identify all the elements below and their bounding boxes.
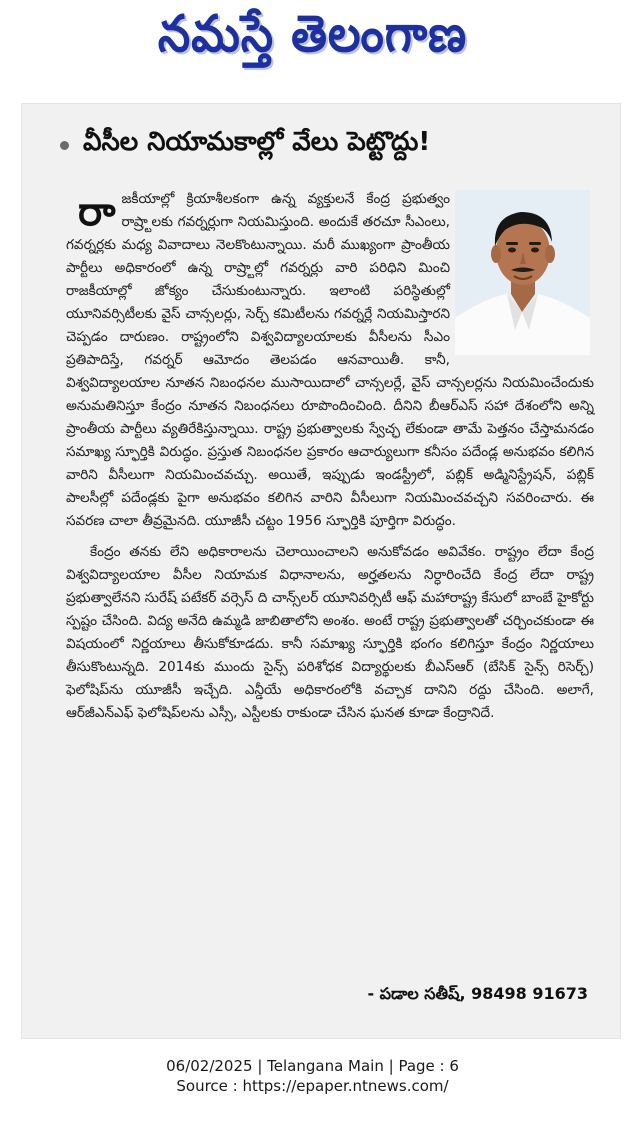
paragraph-2: కేంద్రం తనకు లేని అధికారాలను చెలాయించాలని అనుకోవడం అవివేకం. రాష్ట్రం లేదా కేంద్ర విశ్వవిద్యాలయాల వీసీల నియామక విధానాలను, అర్హతలను నిర్ధారించేది కేంద్ర లేదా రాష్ట్ర ప్రభుత్వాలేనని సురేష్ పటేకర్ వర్సెస్ ది చాన్స్‌లర్ యూనివర్సిటీ ఆఫ్ మహారాష్ట్ర కేసులో బాంబే హైకోర్టు స్పష్టం చేసింది. విద్య అనేది ఉమ్మడి జాబితాలోని అంశం. అంటే రాష్ట్ర ప్రభుత్వాలతో చర్చించకుండా ఈ విషయంలో నిర్ణయాలు తీసుకోకూడదు. కానీ సమాఖ్య స్ఫూర్తికి భంగం కలిగిస్తూ కేంద్రం నిర్ణయాలు తీసుకొంటున్నది. 2014కు ముందు సైన్స్ పరిశోధక విద్యార్థులకు బీఎస్ఆర్ (బేసిక్ సైన్స్ రిసెర్చ్) ఫెలోషిప్‌ను యూజీసీ ఇచ్చేది. ఎన్డీయే అధికారంలోకి వచ్చాక దానిని రద్దు చేసింది. అలాగే, ఆర్‌జీఎన్ఎఫ్ ఫెలోషిప్‌లను ఎస్సీ, ఎస్టీలకు రాకుండా చేసిన ఘనత కూడా కేంద్రానిదే. bbox=[66, 544, 594, 721]
masthead bbox=[0, 0, 625, 80]
headline-text: వీసీల నియామకాల్లో వేలు పెట్టొద్దు! bbox=[83, 127, 431, 157]
page-footer bbox=[0, 1056, 625, 1096]
edition-info: 06/02/2025 | Telangana Main | Page : 6 bbox=[166, 1057, 459, 1075]
article-body bbox=[66, 188, 594, 725]
headline bbox=[22, 122, 620, 168]
dropcap: రా bbox=[78, 189, 116, 235]
paragraph-1: రాజకీయాల్లో క్రియాశీలకంగా ఉన్న వ్యక్తులనే కేంద్ర ప్రభుత్వం రాష్ర్టాలకు గవర్నర్లుగా నియమిస్తుంది. అందుకే తరచూ సీఎంలు, గవర్నర్లకు మధ్య వివాదాలు నెలకొంటున్నాయి. మరీ ముఖ్యంగా ప్రాంతీయ పార్టీలు అధికారంలో ఉన్న రాష్ర్టాల్లో గవర్నర్లు వారి పరిధిని మించి రాజకీయాల్లో జోక్యం చేసుకుంటున్నారు. ఇలాంటి పరిస్థితుల్లో యూనివర్సిటీలకు వైస్ చాన్సలర్లు, సెర్చ్ కమిటీలను గవర్నర్లే నియమిస్తారని చెప్పడం దారుణం. రాష్ట్రంలోని విశ్వవిద్యాలయాలకు వీసీలను సీఎం ప్రతిపాదిస్తే, గవర్నర్ ఆమోదం తెలపడం ఆనవాయితీ. కానీ, విశ్వవిద్యాలయాల నూతన నిబంధనల ముసాయిదాలో చాన్సలర్లే, వైస్ చాన్సలర్లను నియమించేందుకు అనుమతినిస్తూ కేంద్రం నూతన నిబంధనలు రూపొందించింది. దీనిని బీఆర్ఎస్ సహా దేశంలోని అన్ని ప్రాంతీయ పార్టీలు వ్యతిరేకిస్తున్నాయి. రాష్ట్ర ప్రభుత్వాలకు స్వేచ్ఛ లేకుండా తామే పెత్తనం చేస్తామనడం సమాఖ్య స్ఫూర్తికి విరుద్ధం. ప్రస్తుత నిబంధనల ప్రకారం ఆచార్యులుగా కనీసం పదేండ్ల అనుభవం కలిగిన వారిని వీసీలుగా నియమించవచ్చు. అయితే, ఇప్పుడు ఇండస్ట్రీలో, పబ్లిక్ అడ్మినిస్ట్రేషన్, పబ్లిక్ పాలసీల్లో పదేండ్లకు పైగా అనుభవం కలిగిన వారిని వీసీలుగా నియమించవచ్చని సవరించారు. ఈ సవరణ చాలా తీవ్రమైనది. యూజీసీ చట్టం 1956 స్ఫూర్తికి పూర్తిగా విరుద్ధం. bbox=[66, 189, 594, 529]
bullet-icon bbox=[60, 141, 69, 150]
source-link: Source : https://epaper.ntnews.com/ bbox=[176, 1077, 449, 1095]
article-panel bbox=[22, 104, 620, 1038]
masthead-logo: నమస్తే తెలంగాణ bbox=[157, 3, 468, 64]
byline: - పడాల సతీష్, 98498 91673 bbox=[367, 984, 588, 1003]
